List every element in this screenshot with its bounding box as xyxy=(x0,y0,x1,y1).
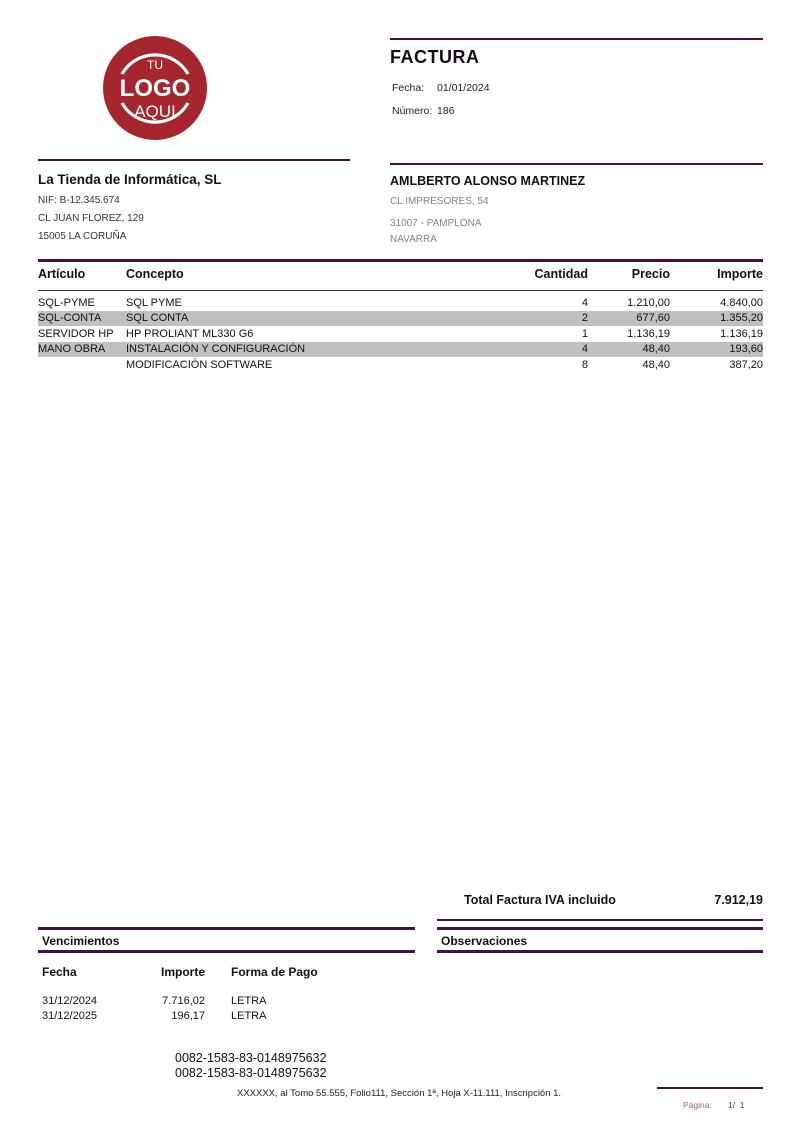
cell-concepto: MODIFICACIÓN SOFTWARE xyxy=(126,358,273,371)
items-table-header-rule xyxy=(38,290,763,291)
seller-nif: NIF: B-12.345.674 xyxy=(38,195,120,206)
total-rule xyxy=(437,919,763,921)
header-precio: Precio xyxy=(631,267,670,281)
total-label: Total Factura IVA incluido xyxy=(464,893,616,907)
cell-articulo: MANO OBRA xyxy=(38,343,106,356)
cell-concepto: HP PROLIANT ML330 G6 xyxy=(126,327,254,340)
vcell-importe: 7.716,02 xyxy=(162,994,205,1007)
numero-value: 186 xyxy=(437,105,455,117)
cell-cantidad: 2 xyxy=(581,312,588,325)
total-row xyxy=(437,893,763,907)
observaciones-top-rule xyxy=(437,927,763,930)
cell-concepto: SQL PYME xyxy=(126,296,182,309)
logo-text-tu: TU xyxy=(147,58,163,72)
account-number-1: 0082-1583-83-0148975632 xyxy=(175,1051,327,1065)
vencimiento-row xyxy=(38,993,415,1008)
header-articulo: Artículo xyxy=(38,267,86,281)
seller-name: La Tienda de Informática, SL xyxy=(38,172,222,187)
seller-address-1: CL JUAN FLOREZ, 129 xyxy=(38,213,144,224)
table-row xyxy=(38,311,763,327)
table-row xyxy=(38,295,763,311)
vheader-fecha: Fecha xyxy=(42,965,77,979)
items-table-top-rule xyxy=(38,259,763,262)
vencimientos-table xyxy=(38,963,415,1023)
customer-address-2: 31007 - PAMPLONA xyxy=(390,218,482,229)
header-cantidad: Cantidad xyxy=(534,267,588,281)
registry-text: XXXXXX, al Tomo 55.555, Folio111, Sección 1ª, Hoja X-11.111, Inscripción 1. xyxy=(237,1088,562,1099)
cell-cantidad: 8 xyxy=(581,358,588,371)
logo-text-logo: LOGO xyxy=(119,75,191,102)
cell-precio: 48,40 xyxy=(642,343,670,356)
cell-precio: 48,40 xyxy=(642,358,670,371)
cell-articulo: SQL-CONTA xyxy=(38,312,102,325)
cell-importe: 1.355,20 xyxy=(720,312,763,325)
total-value: 7.912,19 xyxy=(714,893,763,907)
company-logo xyxy=(103,36,207,140)
cell-cantidad: 1 xyxy=(581,327,588,340)
fecha-label: Fecha: xyxy=(392,82,425,94)
header-rule xyxy=(390,38,763,40)
cell-precio: 1.136,19 xyxy=(627,327,670,340)
cell-importe: 1.136,19 xyxy=(720,327,763,340)
observaciones-bottom-rule xyxy=(437,950,763,953)
cell-concepto: INSTALACIÓN Y CONFIGURACIÓN xyxy=(126,343,306,356)
logo-text-aqui: AQUI xyxy=(134,102,176,121)
table-row xyxy=(38,326,763,342)
vencimiento-row xyxy=(38,1008,415,1023)
vencimientos-title: Vencimientos xyxy=(42,934,120,948)
customer-address-1: CL IMPRESORES, 54 xyxy=(390,196,489,207)
fecha-value: 01/01/2024 xyxy=(437,82,490,94)
cell-cantidad: 4 xyxy=(581,343,588,356)
vcell-fecha: 31/12/2024 xyxy=(42,994,98,1007)
customer-address-3: NAVARRA xyxy=(390,234,437,245)
cell-articulo: SERVIDOR HP xyxy=(38,327,114,340)
cell-importe: 193,60 xyxy=(729,343,763,356)
seller-rule xyxy=(38,159,350,161)
cell-importe: 4.840,00 xyxy=(720,296,763,309)
items-table-header xyxy=(38,267,763,281)
vencimientos-spacer xyxy=(38,981,415,993)
cell-importe: 387,20 xyxy=(729,358,763,371)
customer-rule xyxy=(390,163,763,165)
vcell-forma: LETRA xyxy=(231,1009,267,1022)
cell-precio: 1.210,00 xyxy=(627,296,670,309)
cell-precio: 677,60 xyxy=(636,312,670,325)
cell-concepto: SQL CONTA xyxy=(126,312,189,325)
customer-name: AMLBERTO ALONSO MARTINEZ xyxy=(390,174,586,188)
vencimientos-top-rule xyxy=(38,927,415,930)
vheader-forma-de-pago: Forma de Pago xyxy=(231,965,318,979)
header-importe: Importe xyxy=(717,267,763,281)
page-title: FACTURA xyxy=(390,47,480,67)
pagina-value: 1/ 1 xyxy=(728,1100,745,1110)
vcell-forma: LETRA xyxy=(231,994,267,1007)
observaciones-title: Observaciones xyxy=(441,934,528,948)
account-number-2: 0082-1583-83-0148975632 xyxy=(175,1066,327,1080)
cell-cantidad: 4 xyxy=(581,296,588,309)
vcell-importe: 196,17 xyxy=(171,1009,205,1022)
seller-address-2: 15005 LA CORUÑA xyxy=(38,231,127,242)
vheader-importe: Importe xyxy=(160,965,205,979)
table-row xyxy=(38,342,763,358)
vencimientos-header xyxy=(38,963,415,981)
items-table-body xyxy=(38,295,763,373)
pagina-label: Página: xyxy=(683,1100,712,1110)
vcell-fecha: 31/12/2025 xyxy=(42,1009,98,1022)
vencimientos-bottom-rule xyxy=(38,950,415,953)
numero-label: Número: xyxy=(392,105,433,117)
cell-articulo: SQL-PYME xyxy=(38,296,95,309)
header-concepto: Concepto xyxy=(126,267,184,281)
footer-rule xyxy=(657,1087,763,1089)
table-row xyxy=(38,357,763,373)
